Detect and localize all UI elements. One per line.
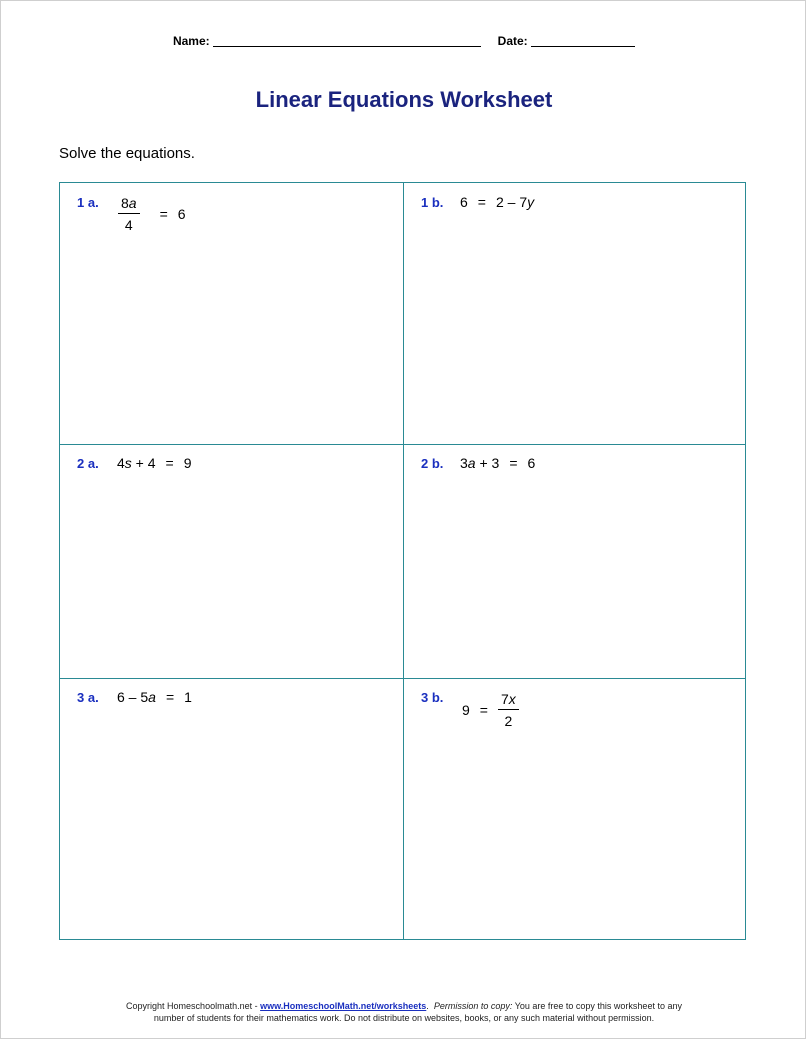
equation: 6 = 2 – 7y bbox=[460, 194, 535, 210]
footer-line-1 bbox=[1, 1000, 806, 1012]
problem-grid bbox=[59, 182, 746, 940]
instructions: Solve the equations. bbox=[59, 145, 195, 162]
worksheets-link[interactable]: www.HomeschoolMath.net/worksheets bbox=[260, 1001, 427, 1011]
denominator: 4 bbox=[124, 217, 133, 233]
fraction bbox=[498, 691, 519, 729]
permission-label: Permission to copy: bbox=[433, 1001, 513, 1011]
problem-cell bbox=[403, 678, 747, 941]
page-title: Linear Equations Worksheet bbox=[255, 87, 553, 112]
equation: 6 – 5a = 1 bbox=[117, 689, 192, 705]
problem-cell bbox=[403, 444, 747, 678]
problem-label: 2 b. bbox=[421, 456, 444, 471]
footer-line-2: number of students for their mathematics work. Do not distribute on websites, books, or any such material without permission. bbox=[153, 1013, 655, 1023]
equation: 9 = $\frac{7x}{2}$ bbox=[462, 691, 529, 729]
name-label: Name: bbox=[172, 34, 210, 48]
problem-label: 2 a. bbox=[77, 456, 99, 471]
name-blank bbox=[213, 34, 481, 47]
problem-label: 3 b. bbox=[421, 690, 444, 705]
equation: 4s + 4 = 9 bbox=[117, 455, 192, 471]
problem-label: 1 a. bbox=[77, 195, 99, 210]
date-blank bbox=[531, 34, 635, 47]
permission-text: You are free to copy this worksheet to any bbox=[512, 1001, 682, 1011]
problem-cell bbox=[403, 183, 747, 444]
problem-label: 1 b. bbox=[421, 195, 444, 210]
fraction bbox=[118, 195, 140, 233]
date-label: Date: bbox=[497, 34, 528, 48]
numerator: 7x bbox=[498, 691, 519, 710]
problem-cell bbox=[60, 183, 403, 444]
equation: $\frac{8a}{4}$ = 6 bbox=[118, 195, 186, 233]
copyright-text: Copyright Homeschoolmath.net - bbox=[126, 1001, 261, 1011]
header-line bbox=[1, 34, 806, 48]
problem-cell bbox=[60, 678, 403, 941]
problem-label: 3 a. bbox=[77, 690, 99, 705]
footer-period: . bbox=[426, 1001, 429, 1011]
footer-copyright bbox=[1, 1000, 806, 1024]
problem-cell bbox=[60, 444, 403, 678]
equation: 3a + 3 = 6 bbox=[460, 455, 536, 471]
denominator: 2 bbox=[504, 713, 513, 729]
numerator: 8a bbox=[118, 195, 140, 214]
